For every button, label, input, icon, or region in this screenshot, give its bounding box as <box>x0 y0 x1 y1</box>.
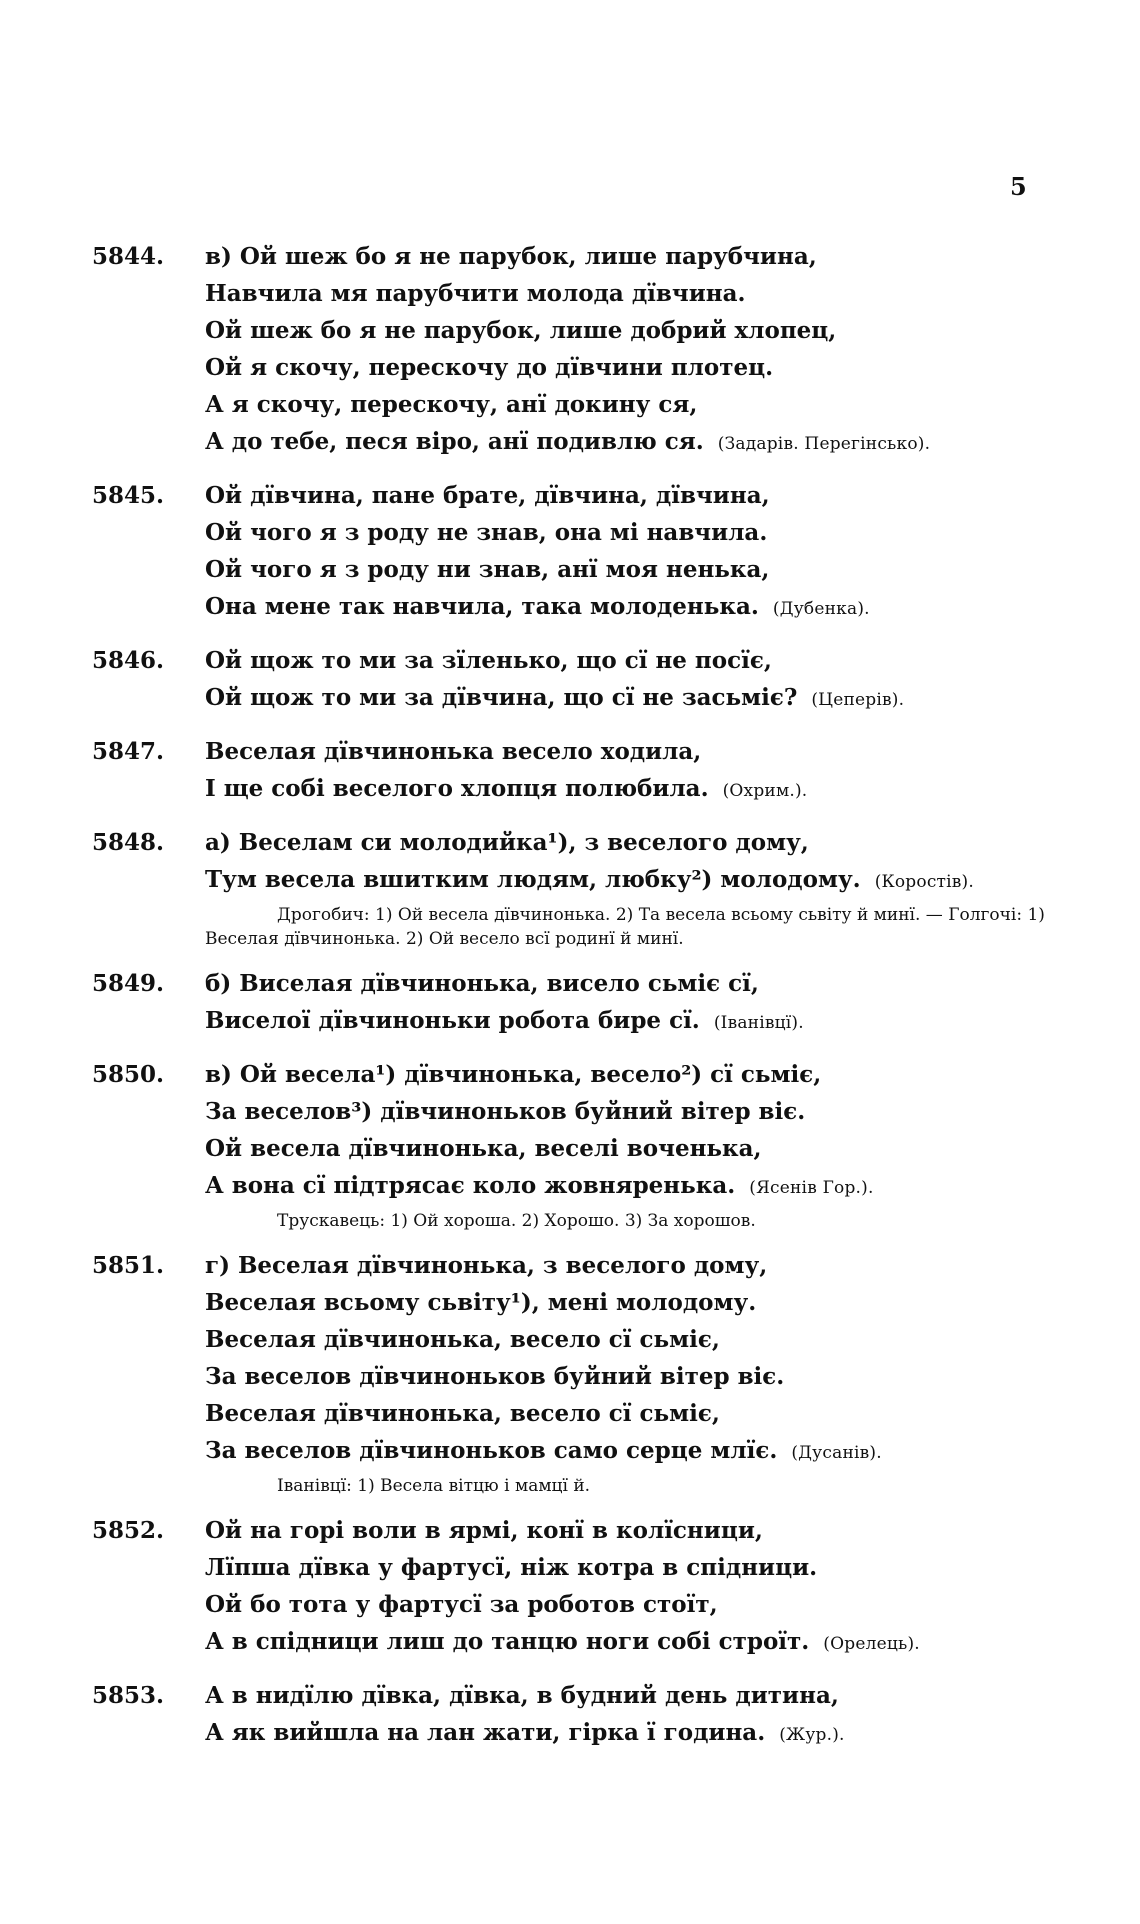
entry-number: 5848. <box>92 829 165 856</box>
verse-line: Ой чого я з роду не знав, она мі навчила. <box>205 519 768 546</box>
song-entry <box>92 1247 1092 1498</box>
verse-line: І ще собі веселого хлопця полюбила. <box>205 775 709 802</box>
entry-text <box>205 1677 1092 1754</box>
song-entry <box>92 1677 1092 1754</box>
verse-line: Лїпша дївка у фартусї, ніж котра в спідници. <box>205 1554 818 1581</box>
verse-line: а) Веселам си молодийка¹), з веселого дому, <box>205 829 809 856</box>
song-entry <box>92 642 1092 719</box>
verse-line: Она мене так навчила, така молоденька. <box>205 593 759 620</box>
entry-number: 5850. <box>92 1061 165 1088</box>
variant-note: Дрогобич: 1) Ой весела дївчинонька. 2) Та весела всьому сьвіту й минї. — Голгочі: 1) Веселая дївчинонька. 2) Ой весело всї родинї й минї. <box>205 905 1045 949</box>
entry-number: 5851. <box>92 1252 165 1279</box>
song-entry <box>92 965 1092 1042</box>
source-location: (Охрим.). <box>722 781 808 801</box>
entry-text <box>205 238 1092 463</box>
entry-number: 5847. <box>92 738 165 765</box>
verse-line: г) Веселая дївчинонька, з веселого дому, <box>205 1252 768 1279</box>
verse-line: А вона сї підтрясає коло жовняренька. <box>205 1172 736 1199</box>
song-entry <box>92 477 1092 628</box>
entry-text <box>205 1056 1092 1233</box>
verse-line: За веселов дївчиноньков буйний вітер віє. <box>205 1363 785 1390</box>
source-location: (Жур.). <box>779 1725 845 1745</box>
entry-number: 5849. <box>92 970 165 997</box>
verse-line: б) Виселая дївчинонька, висело сьміє сї, <box>205 970 759 997</box>
song-entry <box>92 1056 1092 1233</box>
entry-number: 5852. <box>92 1517 165 1544</box>
entry-text <box>205 824 1092 951</box>
verse-line: Навчила мя парубчити молода дївчина. <box>205 280 746 307</box>
song-entry <box>92 733 1092 810</box>
verse-line: Ой бо тота у фартусї за роботов стоїт, <box>205 1591 718 1618</box>
verse-line: А до тебе, песя віро, анї подивлю ся. <box>205 428 704 455</box>
entry-text <box>205 642 1092 719</box>
verse-line: А як вийшла на лан жати, гірка ї година. <box>205 1719 766 1746</box>
verse-line: Ой шеж бо я не парубок, лише добрий хлопец, <box>205 317 837 344</box>
entry-number: 5846. <box>92 647 165 674</box>
entry-text <box>205 1512 1092 1663</box>
entry-text <box>205 1247 1092 1498</box>
verse-line: Веселая дївчинонька весело ходила, <box>205 738 702 765</box>
entry-text <box>205 733 1092 810</box>
entry-text <box>205 965 1092 1042</box>
song-entry <box>92 238 1092 463</box>
verse-line: Виселої дївчиноньки робота бире сї. <box>205 1007 700 1034</box>
source-location: (Ясенів Гор.). <box>749 1178 874 1198</box>
source-location: (Задарів. Перегінсько). <box>717 434 931 454</box>
source-location: (Дубенка). <box>772 599 870 619</box>
verse-line: А в нидїлю дївка, дївка, в будний день дитина, <box>205 1682 839 1709</box>
verse-line: Ой на горі воли в ярмі, конї в колїсници, <box>205 1517 763 1544</box>
variant-note: Іванівцї: 1) Весела вітцю і мамцї й. <box>277 1476 591 1496</box>
source-location: (Іванівцї). <box>713 1013 804 1033</box>
verse-line: Веселая дївчинонька, весело сї сьміє, <box>205 1400 720 1427</box>
verse-line: Ой щож то ми за зїленько, що сї не посїє, <box>205 647 772 674</box>
song-entry <box>92 824 1092 951</box>
verse-line: в) Ой шеж бо я не парубок, лише парубчина, <box>205 243 817 270</box>
entry-text <box>205 477 1092 628</box>
source-location: (Дусанів). <box>791 1443 882 1463</box>
variant-note: Трускавець: 1) Ой хороша. 2) Хорошо. 3) За хорошов. <box>277 1211 756 1231</box>
entry-number: 5853. <box>92 1682 165 1709</box>
verse-line: Веселая дївчинонька, весело сї сьміє, <box>205 1326 720 1353</box>
verse-line: в) Ой весела¹) дївчинонька, весело²) сї сьміє, <box>205 1061 822 1088</box>
verse-line: Ой щож то ми за дївчина, що сї не засьміє? <box>205 684 798 711</box>
entry-number: 5844. <box>92 243 165 270</box>
source-location: (Орелець). <box>823 1634 920 1654</box>
page-number: 5 <box>1010 172 1027 201</box>
verse-line: За веселов³) дївчиноньков буйний вітер віє. <box>205 1098 806 1125</box>
verse-line: За веселов дївчиноньков само серце млїє. <box>205 1437 778 1464</box>
verse-line: Веселая всьому сьвіту¹), мені молодому. <box>205 1289 757 1316</box>
verse-line: Ой я скочу, перескочу до дївчини плотец. <box>205 354 774 381</box>
source-location: (Коростів). <box>874 872 974 892</box>
song-entry <box>92 1512 1092 1663</box>
verse-line: Ой весела дївчинонька, веселі воченька, <box>205 1135 762 1162</box>
verse-line: А я скочу, перескочу, анї докину ся, <box>205 391 698 418</box>
source-location: (Цеперів). <box>811 690 905 710</box>
verse-line: А в спідници лиш до танцю ноги собі строїт. <box>205 1628 810 1655</box>
verse-line: Тум весела вшитким людям, любку²) молодому. <box>205 866 861 893</box>
verse-line: Ой дївчина, пане брате, дївчина, дївчина, <box>205 482 770 509</box>
song-entries <box>92 238 1092 1768</box>
verse-line: Ой чого я з роду ни знав, анї моя ненька, <box>205 556 770 583</box>
entry-number: 5845. <box>92 482 165 509</box>
